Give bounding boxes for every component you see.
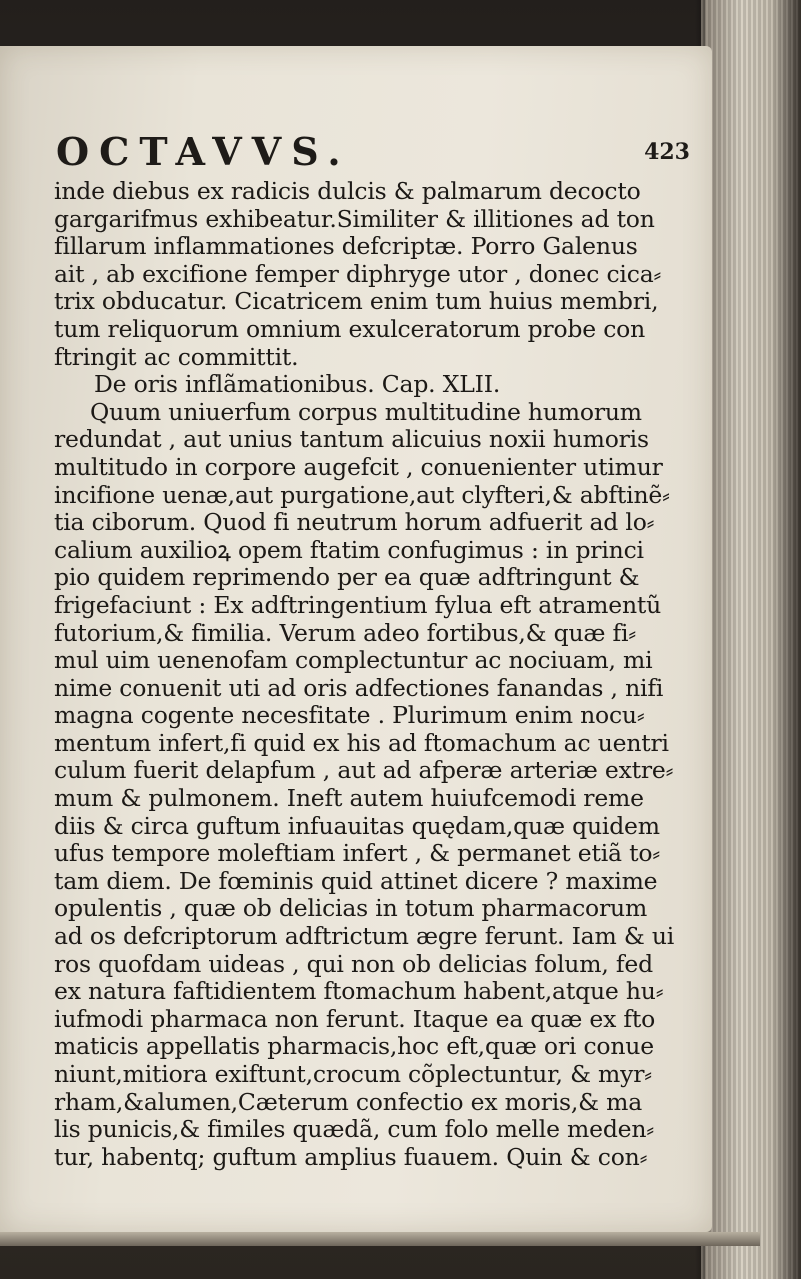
text-line: culum fuerit delapfum , aut ad afperæ arteriæ extre⸗ [54, 757, 674, 785]
running-head [56, 130, 696, 174]
text-line: ait , ab excifione femper diphryge utor , donec cica⸗ [54, 260, 662, 288]
text-line: tum reliquorum omnium exulceratorum probe con [54, 315, 646, 343]
text-line: diis & circa guftum infuauitas quędam,quæ quidem [54, 812, 660, 840]
text-line: redundat , aut unius tantum alicuius noxii humoris [54, 426, 649, 454]
text-line: tur, habentq; guftum amplius fuauem. Quin & con⸗ [54, 1143, 648, 1171]
text-line: nime conuenit uti ad oris adfectiones fanandas , nifi [54, 674, 664, 702]
text-line: trix obducatur. Cicatricem enim tum huius membri, [54, 288, 659, 316]
running-title: OCTAVVS. [56, 129, 351, 174]
text-line: ros quofdam uideas , qui non ob delicias folum, fed [54, 950, 653, 978]
text-line: Quum uniuerfum corpus multitudine humorum [90, 398, 642, 426]
text-line: lis punicis,& fimiles quædã, cum folo melle meden⸗ [54, 1116, 654, 1144]
text-line: tia ciborum. Quod fi neutrum horum adfuerit ad lo⸗ [54, 509, 655, 537]
text-line: rham,&alumen,Cæterum confectio ex moris,& ma [54, 1088, 643, 1116]
text-line: incifione uenæ,aut purgatione,aut clyfteri,& abftinẽ⸗ [54, 481, 670, 509]
text-line: iufmodi pharmaca non ferunt. Itaque ea quæ ex fto [54, 1005, 656, 1033]
text-line: ad os defcriptorum adftrictum ægre ferunt. Iam & ui [54, 923, 675, 951]
text-line: opulentis , quæ ob delicias in totum pharmacorum [54, 895, 648, 923]
chapter-heading: De oris inflãmationibus. Cap. XLII. [94, 371, 501, 399]
text-line: futorium,& fimilia. Verum adeo fortibus,& quæ fi⸗ [54, 619, 636, 647]
page-bottom-edge [0, 1232, 760, 1246]
book-spine-edge [701, 0, 801, 1279]
text-line: inde diebus ex radicis dulcis & palmarum decocto [54, 178, 641, 205]
text-line: ex natura faftidientem ftomachum habent,atque hu⸗ [54, 978, 664, 1006]
text-line: gargarifmus exhibeatur.Similiter & illitiones ad ton [54, 205, 655, 233]
text-line: mum & pulmonem. Ineft autem huiufcemodi reme [54, 785, 644, 813]
text-line: maticis appellatis pharmacis,hoc eft,quæ ori conue [54, 1033, 654, 1061]
text-line: multitudo in corpore augefcit , conuenienter utimur [54, 453, 663, 481]
text-line: ftringit ac committit. [54, 343, 299, 371]
text-line: pio quidem reprimendo per ea quæ adftringunt & [54, 564, 640, 592]
text-line: mul uim uenenofam complectuntur ac nociuam, mi [54, 647, 653, 675]
text-line: magna cogente necesfitate . Plurimum enim nocu⸗ [54, 702, 645, 730]
text-line: frigefaciunt : Ex adftringentium fylua eft atramentũ [54, 591, 662, 619]
text-line: calium auxilioꝝ opem ftatim confugimus : in princi [54, 536, 644, 564]
text-line: ufus tempore moleftiam infert , & permanet etiã to⸗ [54, 840, 660, 868]
text-line: mentum infert,fi quid ex his ad ftomachum ac uentri [54, 729, 669, 757]
text-line: fillarum inflammationes defcriptæ. Porro Galenus [54, 233, 638, 261]
text-line: tam diem. De fœminis quid attinet dicere ? maxime [54, 867, 658, 895]
body-text [54, 178, 714, 1171]
page-number: 423 [644, 139, 690, 165]
text-line: niunt,mitiora exiftunt,crocum cõplectuntur, & myr⸗ [54, 1061, 652, 1088]
